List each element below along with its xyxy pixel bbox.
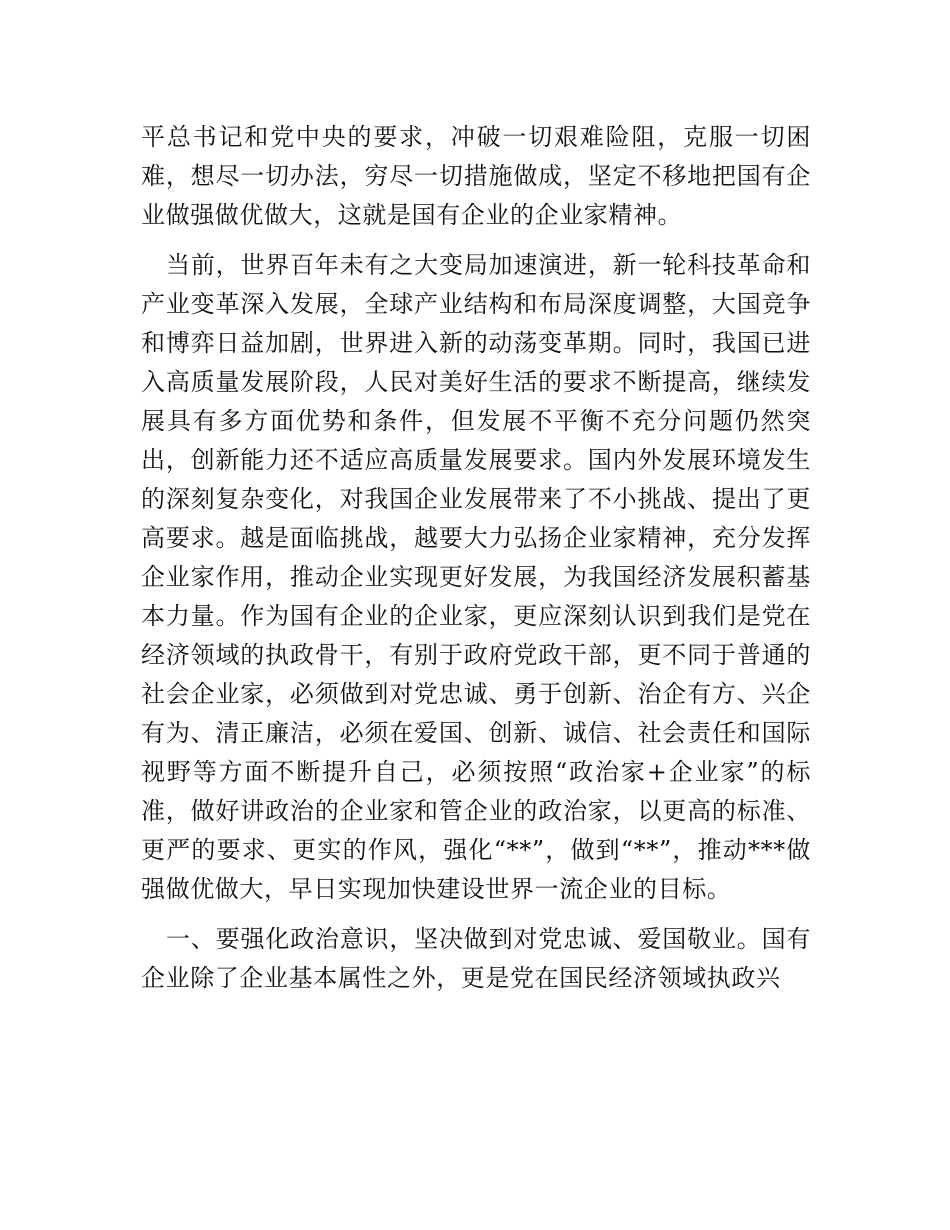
paragraph-gap [141, 235, 811, 246]
document-body [141, 118, 811, 998]
paragraph-3: 一、要强化政治意识，坚决做到对党忠诚、爱国敬业。国有企业除了企业基本属性之外，更是党在国民经济领域执政兴 [141, 925, 811, 992]
paragraph-2: 当前，世界百年未有之大变局加速演进，新一轮科技革命和产业变革深入发展，全球产业结构和布局深度调整，大国竞争和博弈日益加剧，世界进入新的动荡变革期。同时，我国已进入高质量发展阶段，人民对美好生活的要求不断提高，继续发展具有多方面优势和条件，但发展不平衡不充分问题仍然突出，创新能力还不适应高质量发展要求。国内外发展环境发生的深刻复杂变化，对我国企业发展带来了不小挑战、提出了更高要求。越是面临挑战，越要大力弘扬企业家精神，充分发挥企业家作用，推动企业实现更好发展，为我国经济发展积蓄基本力量。作为国有企业的企业家，更应深刻认识到我们是党在经济领域的执政骨干，有别于政府党政干部，更不同于普通的社会企业家，必须做到对党忠诚、勇于创新、治企有方、兴企有为、清正廉洁，必须在爱国、创新、诚信、社会责任和国际视野等方面不断提升自己，必须按照“政治家+企业家”的标准，做好讲政治的企业家和管企业的政治家，以更高的标准、更严的要求、更实的作风，强化“**”，做到“**”，推动***做强做优做大，早日实现加快建设世界一流企业的目标。 [141, 251, 811, 903]
paragraph-gap [141, 909, 811, 920]
paragraph-1: 平总书记和党中央的要求，冲破一切艰难险阻，克服一切困难，想尽一切办法，穷尽一切措施做成，坚定不移地把国有企业做强做优做大，这就是国有企业的企业家精神。 [141, 123, 811, 229]
